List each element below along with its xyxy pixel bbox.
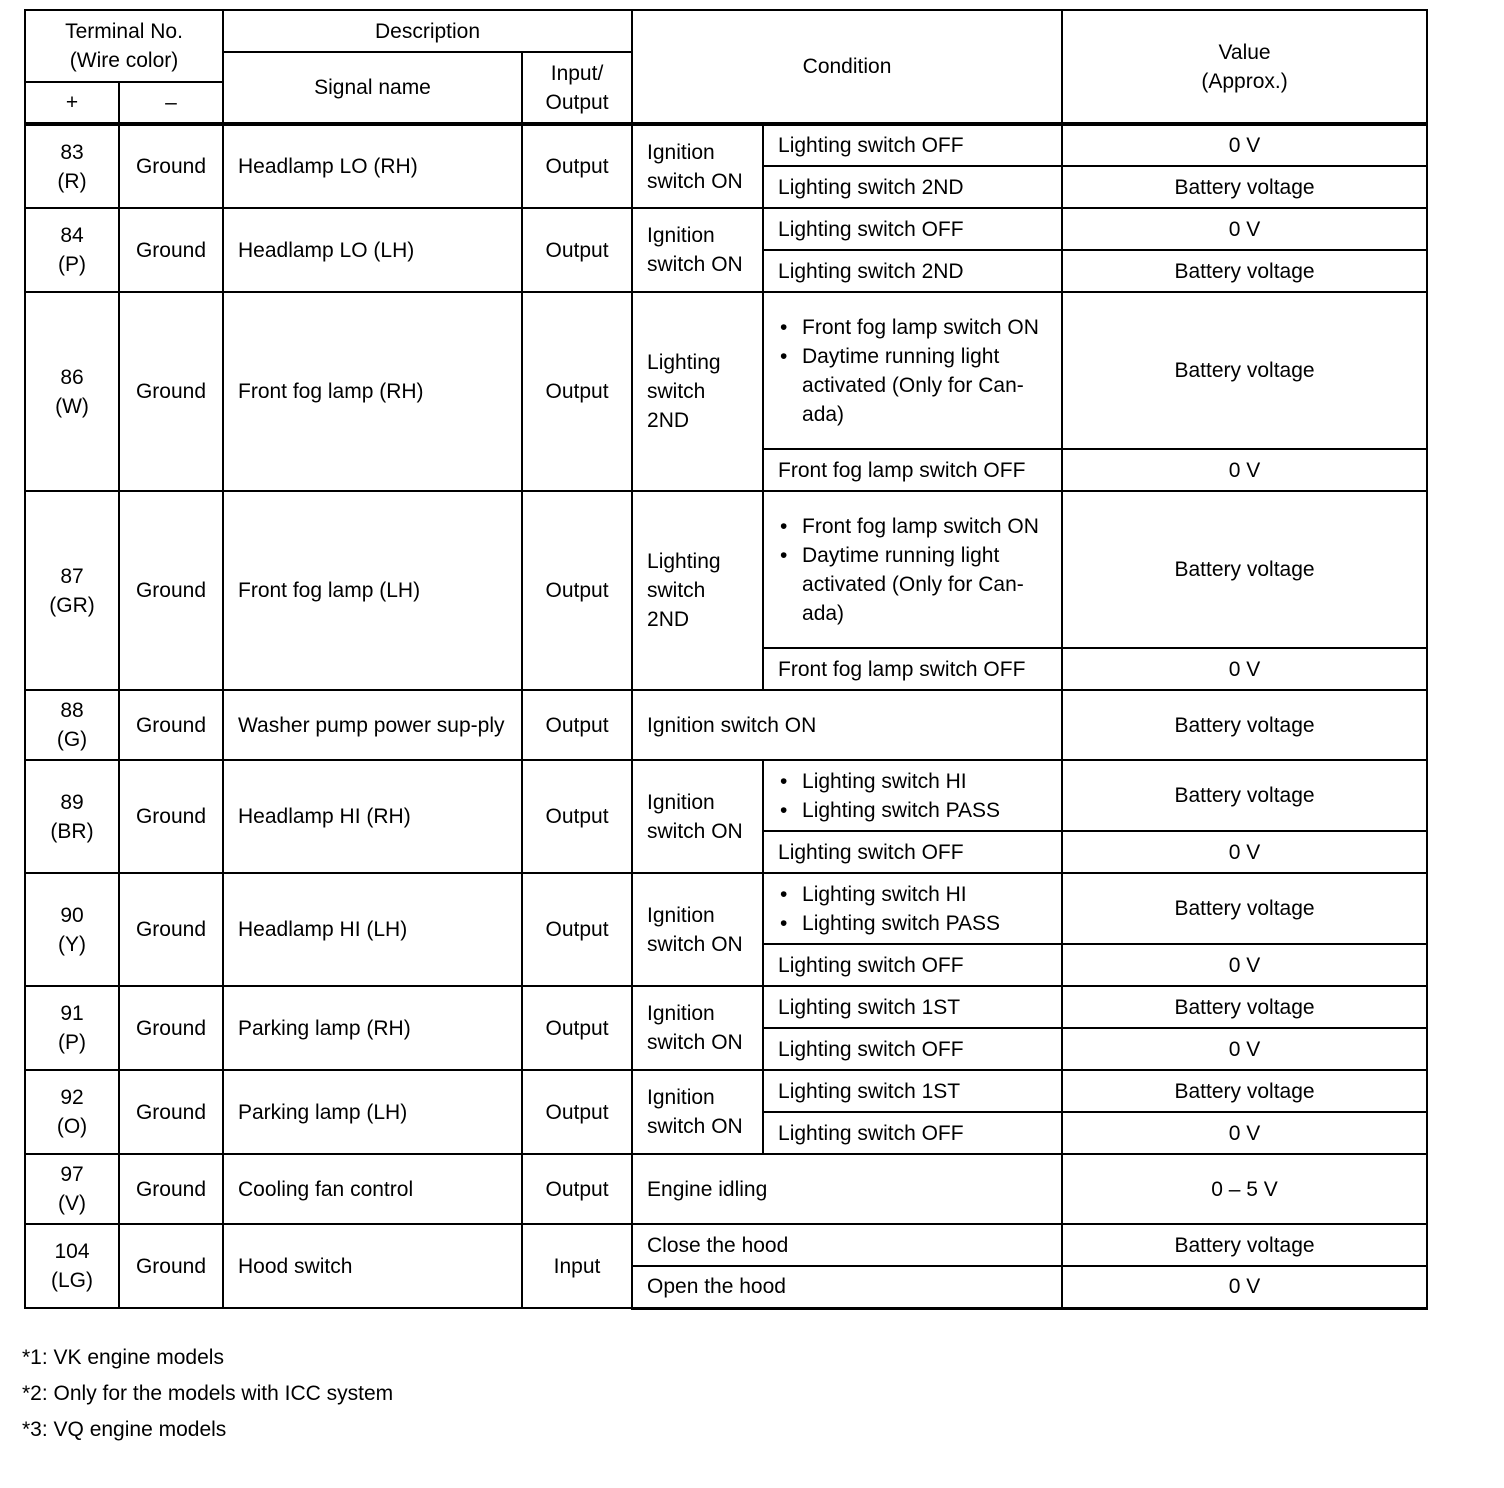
- terminal-number: 92: [60, 1086, 84, 1109]
- condition-bullet: • Lighting switch PASS: [778, 796, 1047, 825]
- terminal-cell: [25, 1154, 119, 1224]
- table-row: [25, 986, 1427, 1028]
- wire-color: (Y): [58, 932, 86, 956]
- terminal-cell: [25, 124, 119, 208]
- signal-name: Parking lamp (LH): [223, 1070, 522, 1154]
- condition-detail: Lighting switch 2ND: [763, 250, 1062, 292]
- header-value: Value (Approx.): [1062, 10, 1427, 124]
- wire-color: (BR): [50, 819, 94, 843]
- minus-terminal: Ground: [119, 1224, 223, 1308]
- header-signal-name: Signal name: [223, 52, 522, 124]
- terminal-cell: [25, 208, 119, 292]
- terminal-spec-table: [24, 9, 1428, 1310]
- minus-terminal: Ground: [119, 760, 223, 873]
- condition-main: Ignition switch ON: [632, 124, 763, 208]
- input-output: Output: [522, 1070, 632, 1154]
- condition-detail: [763, 292, 1062, 449]
- input-output: Output: [522, 124, 632, 208]
- minus-terminal: Ground: [119, 690, 223, 760]
- terminal-number: 91: [60, 1002, 84, 1025]
- table-row: [25, 124, 1427, 166]
- wire-color: (G): [56, 728, 88, 751]
- wire-color: (V): [58, 1192, 86, 1215]
- value-cell: Battery voltage: [1062, 166, 1427, 208]
- wire-color: (R): [57, 169, 87, 193]
- terminal-cell: [25, 760, 119, 873]
- condition-main: Lighting switch 2ND: [632, 292, 763, 491]
- table-row: [25, 760, 1427, 831]
- signal-name: Headlamp HI (LH): [223, 873, 522, 986]
- minus-terminal: Ground: [119, 208, 223, 292]
- minus-terminal: Ground: [119, 986, 223, 1070]
- value-cell: Battery voltage: [1062, 491, 1427, 648]
- signal-name: Front fog lamp (LH): [223, 491, 522, 690]
- condition-bullet: • Lighting switch HI: [778, 767, 1047, 796]
- condition-detail: Lighting switch 1ST: [763, 986, 1062, 1028]
- table-row: [25, 208, 1427, 250]
- condition-main: Ignition switch ON: [632, 873, 763, 986]
- condition-bullet: • Front fog lamp switch ON: [778, 313, 1047, 342]
- minus-terminal: Ground: [119, 292, 223, 491]
- condition-bullet: • Lighting switch PASS: [778, 909, 1047, 938]
- minus-terminal: Ground: [119, 873, 223, 986]
- footnote: *2: Only for the models with ICC system: [22, 1382, 394, 1405]
- value-cell: 0 V: [1062, 648, 1427, 690]
- value-cell: Battery voltage: [1062, 986, 1427, 1028]
- terminal-number: 97: [60, 1163, 84, 1186]
- header-terminal-no: Terminal No. (Wire color): [25, 10, 223, 82]
- condition-detail: Close the hood: [632, 1224, 1062, 1266]
- wire-color: (P): [58, 1031, 86, 1054]
- signal-name: Headlamp HI (RH): [223, 760, 522, 873]
- value-cell: Battery voltage: [1062, 873, 1427, 944]
- condition-bullet: • Front fog lamp switch ON: [778, 512, 1047, 541]
- signal-name: Headlamp LO (LH): [223, 208, 522, 292]
- table-row: [25, 1070, 1427, 1112]
- condition-detail: Lighting switch OFF: [763, 208, 1062, 250]
- terminal-cell: [25, 873, 119, 986]
- signal-name: Front fog lamp (RH): [223, 292, 522, 491]
- terminal-cell: [25, 1070, 119, 1154]
- condition-detail: [763, 491, 1062, 648]
- table-row: [25, 690, 1427, 760]
- condition-detail: Lighting switch OFF: [763, 124, 1062, 166]
- signal-name: Hood switch: [223, 1224, 522, 1308]
- minus-terminal: Ground: [119, 1070, 223, 1154]
- value-cell: 0 V: [1062, 1028, 1427, 1070]
- header-condition: Condition: [632, 10, 1062, 124]
- wire-color: (GR): [49, 593, 95, 617]
- condition-main: Ignition switch ON: [632, 760, 763, 873]
- input-output: Output: [522, 873, 632, 986]
- condition-main: Ignition switch ON: [632, 1070, 763, 1154]
- value-cell: Battery voltage: [1062, 250, 1427, 292]
- header-minus: –: [119, 82, 223, 124]
- value-cell: Battery voltage: [1062, 1070, 1427, 1112]
- signal-name: Parking lamp (RH): [223, 986, 522, 1070]
- condition-detail: Lighting switch OFF: [763, 831, 1062, 873]
- terminal-cell: [25, 1224, 119, 1308]
- value-cell: 0 V: [1062, 944, 1427, 986]
- terminal-cell: [25, 292, 119, 491]
- minus-terminal: Ground: [119, 124, 223, 208]
- condition-detail: [763, 760, 1062, 831]
- terminal-number: 104: [54, 1240, 90, 1263]
- terminal-cell: [25, 491, 119, 690]
- input-output: Output: [522, 986, 632, 1070]
- header-description: Description: [223, 10, 632, 52]
- signal-name: Headlamp LO (RH): [223, 124, 522, 208]
- table-row: [25, 873, 1427, 944]
- condition-bullet: • Daytime running light activated (Only for Can-ada): [778, 541, 1047, 628]
- signal-name: Cooling fan control: [223, 1154, 522, 1224]
- condition-bullets: [778, 512, 1047, 628]
- condition-main: Lighting switch 2ND: [632, 491, 763, 690]
- condition-main: Ignition switch ON: [632, 690, 1062, 760]
- condition-bullet: • Daytime running light activated (Only for Can-ada): [778, 342, 1047, 429]
- condition-detail: [763, 873, 1062, 944]
- condition-bullet: • Lighting switch HI: [778, 880, 1047, 909]
- minus-terminal: Ground: [119, 1154, 223, 1224]
- input-output: Output: [522, 208, 632, 292]
- terminal-number: 88: [60, 699, 84, 722]
- wire-color: (LG): [51, 1269, 93, 1292]
- table-row: [25, 1224, 1427, 1266]
- value-cell: 0 V: [1062, 124, 1427, 166]
- footnotes: [22, 1340, 393, 1448]
- value-cell: 0 V: [1062, 1266, 1427, 1308]
- value-cell: 0 V: [1062, 831, 1427, 873]
- value-cell: 0 V: [1062, 449, 1427, 491]
- value-cell: Battery voltage: [1062, 1224, 1427, 1266]
- value-cell: 0 – 5 V: [1062, 1154, 1427, 1224]
- condition-detail: Lighting switch 2ND: [763, 166, 1062, 208]
- input-output: Output: [522, 690, 632, 760]
- condition-detail: Lighting switch 1ST: [763, 1070, 1062, 1112]
- condition-main: Ignition switch ON: [632, 208, 763, 292]
- condition-main: Engine idling: [632, 1154, 1062, 1224]
- header-input-output: Input/ Output: [522, 52, 632, 124]
- terminal-number: 89: [60, 790, 84, 814]
- condition-detail: Lighting switch OFF: [763, 944, 1062, 986]
- terminal-number: 83: [60, 140, 84, 164]
- condition-detail: Open the hood: [632, 1266, 1062, 1308]
- minus-terminal: Ground: [119, 491, 223, 690]
- value-cell: 0 V: [1062, 1112, 1427, 1154]
- condition-detail: Lighting switch OFF: [763, 1112, 1062, 1154]
- wire-color: (O): [56, 1115, 88, 1138]
- condition-detail: Front fog lamp switch OFF: [763, 449, 1062, 491]
- input-output: Input: [522, 1224, 632, 1308]
- input-output: Output: [522, 491, 632, 690]
- table-row: [25, 491, 1427, 648]
- wire-color: (P): [58, 253, 86, 276]
- terminal-number: 86: [60, 365, 84, 389]
- header-plus: +: [25, 82, 119, 124]
- terminal-number: 90: [60, 903, 84, 927]
- condition-bullets: [778, 880, 1047, 938]
- footnote: *1: VK engine models: [22, 1346, 224, 1369]
- terminal-number: 84: [60, 224, 84, 247]
- terminal-cell: [25, 690, 119, 760]
- signal-name: Washer pump power sup-ply: [223, 690, 522, 760]
- table-row: [25, 1154, 1427, 1224]
- input-output: Output: [522, 760, 632, 873]
- value-cell: Battery voltage: [1062, 292, 1427, 449]
- footnote: *3: VQ engine models: [22, 1418, 227, 1441]
- wire-color: (W): [55, 394, 89, 418]
- value-cell: Battery voltage: [1062, 690, 1427, 760]
- table-body: [25, 124, 1427, 1308]
- terminal-cell: [25, 986, 119, 1070]
- terminal-number: 87: [60, 564, 84, 588]
- condition-detail: Front fog lamp switch OFF: [763, 648, 1062, 690]
- condition-main: Ignition switch ON: [632, 986, 763, 1070]
- condition-bullets: [778, 767, 1047, 825]
- value-cell: Battery voltage: [1062, 760, 1427, 831]
- value-cell: 0 V: [1062, 208, 1427, 250]
- table-row: [25, 292, 1427, 449]
- input-output: Output: [522, 292, 632, 491]
- condition-detail: Lighting switch OFF: [763, 1028, 1062, 1070]
- input-output: Output: [522, 1154, 632, 1224]
- condition-bullets: [778, 313, 1047, 429]
